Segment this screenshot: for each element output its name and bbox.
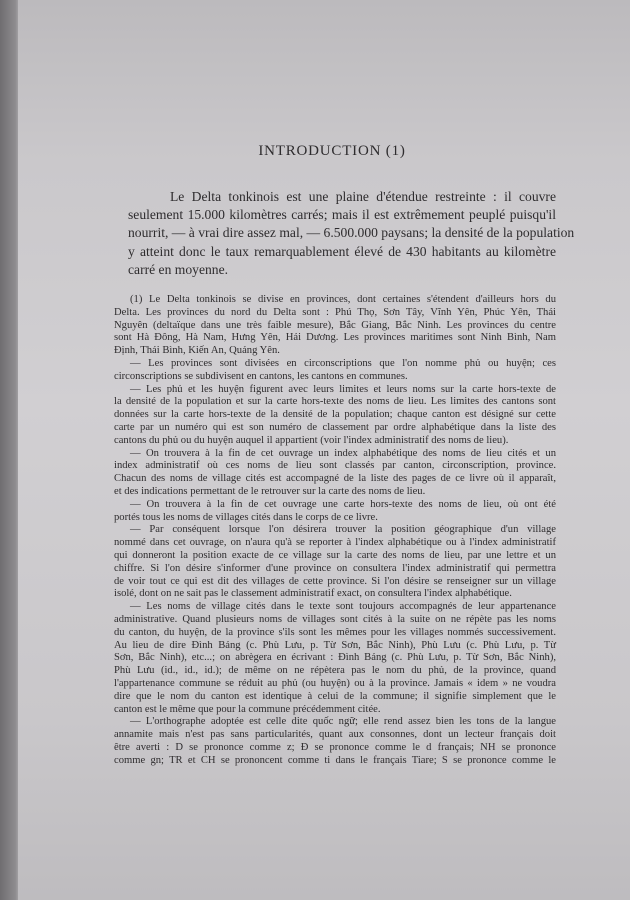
intro-paragraph: [128, 188, 575, 279]
footnote-line: dire que le nom du canton est identique à celui de la commune; il signifie simplement que le: [114, 690, 556, 702]
footnote-line: carte par un numéro qui est son numéro de classement par ordre alphabétique dans la liste des: [114, 421, 556, 433]
footnote-line: — Les provinces sont divisées en circonscriptions que l'on nomme phủ ou huyện; ces: [130, 357, 556, 369]
footnote-line: cantons du phủ ou du huyện auquel il appartient (voir l'index administratif des noms de lieu).: [114, 434, 509, 446]
footnote-line: comme gn; TR et CH se prononcent comme ti dans le français Tiare; S se prononce comme le: [114, 754, 556, 766]
footnote-line: — On trouvera à la fin de cet ouvrage une carte hors-texte des noms de lieu, où ont été: [130, 498, 556, 510]
book-page: [18, 0, 630, 900]
footnote-line: Au lieu de dire Đình Bảng (c. Phù Lưu, p. Từ Sơn, Bắc Ninh), Phù Lưu (c. Phù Lưu, p. Từ: [114, 639, 556, 651]
intro-line: Le Delta tonkinois est une plaine d'étendue restreinte : il couvre: [170, 189, 556, 204]
footnote-line: isolé, dont on ne sait pas le classement administratif exact, on consultera l'index alphabétique.: [114, 588, 512, 600]
footnote-line: (1) Le Delta tonkinois se divise en provinces, dont certaines s'étendent d'ailleurs hors du: [130, 294, 556, 305]
intro-line: carré en moyenne.: [128, 261, 229, 277]
footnote-line: nommé dans cet ouvrage, on n'aura qu'à se reporter à l'index alphabétique ou à l'index administratif: [114, 537, 556, 549]
footnote-line: index administratif où ces noms de lieu sont classés par canton, circonscription, province.: [114, 460, 556, 472]
footnote-line: et des indications permettant de le retrouver sur la carte des noms de lieu.: [114, 485, 426, 497]
footnote-line: chiffre. Si l'on désire s'informer d'une province on consultera l'index administratif qui permettra: [114, 562, 556, 574]
footnote-line: — On trouvera à la fin de cet ouvrage un index alphabétique des noms de lieu cités et un: [130, 447, 556, 459]
footnote-line: Chacun des noms de village cités est accompagné de la liste des pages de ce livre où il apparaît,: [114, 473, 556, 485]
footnote-line: administrative. Quand plusieurs noms de villages sont cités à la suite on ne répète pas les noms: [114, 613, 556, 625]
footnote-line: canton est le même que pour la commune précédemment citée.: [114, 703, 381, 715]
footnote-line: sont Hà Đông, Hà Nam, Hưng Yên, Hải Dương. Les provinces maritimes sont Ninh Bình, Nam: [114, 332, 556, 344]
footnote: [114, 294, 556, 767]
intro-line: y atteint donc le taux remarquablement élevé de 430 habitants au kilomètre: [128, 243, 556, 259]
footnote-line: Định, Thái Bình, Kiến An, Quảng Yên.: [114, 345, 280, 357]
page-title: INTRODUCTION (1): [258, 143, 406, 159]
footnote-line: être averti : D se prononce comme z; Đ se prononce comme le d français; NH se prononce: [114, 741, 556, 753]
footnote-line: Delta. Les provinces du nord du Delta sont : Phú Thọ, Sơn Tây, Vĩnh Yên, Phúc Yên, Thái: [114, 306, 556, 318]
footnote-line: l'appartenance commune se réduit au phủ (ou huyện) ou à la province. Jamais « idem » ne voudra: [114, 677, 556, 689]
footnote-line: la densité de la population et sur la carte hors-texte des noms de lieu. Les limites des cantons sont: [114, 396, 556, 408]
footnote-line: données sur la carte hors-texte de la densité de la population; chaque canton est désigné sur cette: [114, 409, 556, 421]
footnote-line: — L'orthographe adoptée est celle dite quốc ngữ; elle rend assez bien les tons de la langue: [130, 716, 556, 728]
footnote-line: Sơn, Bắc Ninh), etc...; on abrègera en écrivant : Đình Bảng (c. Phù Lưu, p. Từ Sơn, Bắc Ninh),: [114, 652, 556, 664]
footnote-line: qui donneront la position exacte de ce village sur la carte des noms de lieu, par une lettre et un: [114, 549, 556, 561]
footnote-line: — Les noms de village cités dans le texte sont toujours accompagnés de leur appartenance: [130, 601, 556, 613]
footnote-line: — Les phủ et les huyện figurent avec leurs limites et leurs noms sur la carte hors-texte de: [130, 383, 556, 395]
footnote-line: — Par conséquent lorsque l'on désirera trouver la position géographique d'un village: [130, 524, 556, 536]
footnote-line: de voir tout ce qui est dit des villages de cette province. Si l'on désire se renseigner sur un village: [114, 575, 556, 587]
footnote-line: Phù Lưu (id., id., id.); de même on ne répètera pas le nom du phủ, de la province, quand: [114, 665, 556, 677]
footnote-line: du canton, du huyện, de la province s'ils sont les mêmes pour les villages nommés successivement.: [114, 626, 556, 638]
footnote-line: portés tous les noms de villages cités dans le corps de ce livre.: [114, 511, 378, 523]
footnote-line: circonscriptions se subdivisent en cantons, les cantons en communes.: [114, 370, 408, 382]
intro-line: seulement 15.000 kilomètres carrés; mais il est extrêmement peuplé puisqu'il: [128, 207, 556, 223]
footnote-line: Nguyên (deltaïque dans une très faible mesure), Bắc Giang, Bắc Ninh. Les provinces du centre: [114, 319, 556, 331]
footnote-line: annamite mais n'est pas sans particularités, quant aux consonnes, dont un lecteur français doit: [114, 729, 556, 741]
intro-line: nourrit, — à vrai dire assez mal, — 6.500.000 paysans; la densité de la population: [128, 225, 575, 241]
